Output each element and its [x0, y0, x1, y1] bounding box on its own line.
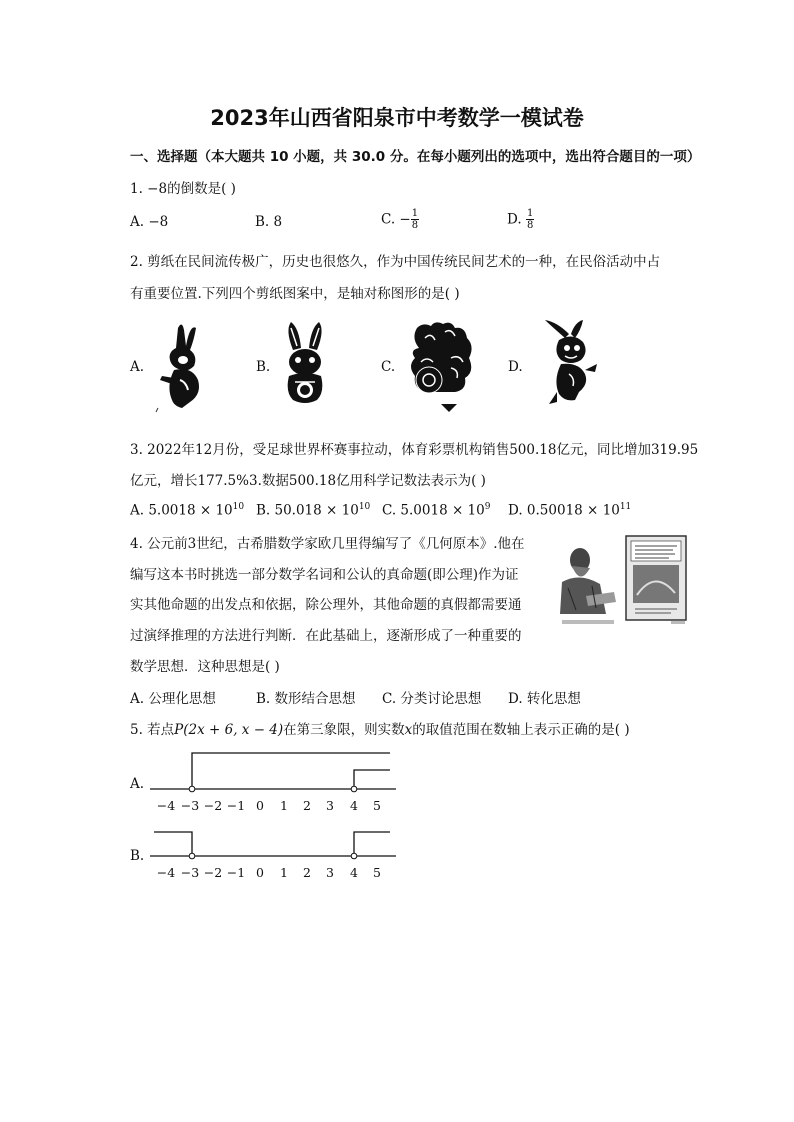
question-4-line-4: 过演绎推理的方法进行判断．在此基础上，逐渐形成了一种重要的	[130, 628, 522, 644]
question-3-option-c: C. $5.0018 \times 10^9$	[382, 502, 491, 519]
number-line-b-tick: 0	[256, 865, 264, 880]
rabbit-papercut-a-image	[152, 320, 212, 415]
number-line-b-tick: 5	[373, 865, 381, 880]
question-4-line-1: 4. 公元前3世纪，古希腊数学家欧几里得编写了《几何原本》.他在	[130, 536, 525, 552]
number-line-a	[150, 748, 400, 820]
question-2-label-c: C.	[381, 359, 396, 375]
question-2-line-1: 2. 剪纸在民间流传极广，历史也很悠久，作为中国传统民间艺术的一种，在民俗活动中占	[130, 254, 661, 270]
question-4-option-b: B. 数形结合思想	[256, 691, 356, 707]
number-line-a-tick: 0	[256, 798, 264, 813]
question-4-line-5: 数学思想．这种思想是( )	[130, 659, 280, 675]
question-5-stem: 5. 若点P(2x + 6, x − 4)在第三象限，则实数x的取值范围在数轴上表示正确的是( )	[130, 722, 630, 738]
euclid-portrait-image	[556, 538, 620, 630]
question-2-label-a: A.	[130, 359, 145, 375]
number-line-b-tick: 2	[303, 865, 311, 880]
question-5-label-b: B.	[130, 848, 145, 864]
rabbit-papercut-b-image	[275, 320, 335, 412]
question-3-line-1: 3. 2022年12月份，受足球世界杯赛事拉动，体育彩票机构销售500.18亿元，同比增加319.95	[130, 442, 699, 458]
question-2-label-d: D.	[508, 359, 523, 375]
question-3-line-2: 亿元，增长177.5%3.数据500.18亿用科学记数法表示为( )	[130, 473, 486, 489]
question-4-option-c: C. 分类讨论思想	[382, 691, 482, 707]
question-3-option-b: B. $50.018 \times 10^{10}$	[256, 502, 371, 519]
question-5-label-a: A.	[130, 776, 145, 792]
number-line-a-tick: −1	[226, 798, 246, 813]
number-line-a-tick: −3	[180, 798, 200, 813]
number-line-b-tick: 1	[280, 865, 288, 880]
number-line-b-tick: −4	[156, 865, 176, 880]
question-4-option-d: D. 转化思想	[508, 691, 581, 707]
number-line-b-tick: −2	[203, 865, 223, 880]
section-heading: 一、选择题（本大题共 10 小题，共 30.0 分。在每小题列出的选项中，选出符合题目的一项）	[130, 149, 701, 165]
question-1-option-a: A. −8	[130, 214, 169, 230]
question-4-line-3: 实其他命题的出发点和依据，除公理外，其他命题的真假都需要通	[130, 597, 522, 613]
number-line-b-tick: 3	[326, 865, 334, 880]
elements-book-cover-image	[625, 535, 687, 625]
number-line-b-tick: −1	[226, 865, 246, 880]
number-line-a-tick: 3	[326, 798, 334, 813]
number-line-a-tick: 5	[373, 798, 381, 813]
number-line-b-tick: −3	[180, 865, 200, 880]
number-line-a-tick: −4	[156, 798, 176, 813]
number-line-a-tick: 2	[303, 798, 311, 813]
question-1-option-c: C. − $\frac{1}{8}$	[381, 208, 419, 231]
number-line-b	[150, 826, 400, 888]
number-line-a-tick: 4	[350, 798, 358, 813]
question-4-option-a: A. 公理化思想	[130, 691, 216, 707]
question-3-option-a: A. $5.0018 \times 10^{10}$	[130, 502, 245, 519]
rabbit-papercut-d-image	[535, 318, 605, 413]
question-2-label-b: B.	[256, 359, 271, 375]
question-1-stem: 1. −8的倒数是( )	[130, 181, 236, 197]
page-title: 2023年山西省阳泉市中考数学一模试卷	[210, 106, 584, 130]
number-line-a-tick: 1	[280, 798, 288, 813]
question-4-line-2: 编写这本书时挑选一部分数学名词和公认的真命题(即公理)作为证	[130, 567, 519, 583]
question-1-option-d: D. $\frac{1}{8}$	[507, 208, 534, 231]
number-line-a-tick: −2	[203, 798, 223, 813]
rabbit-papercut-c-image	[405, 318, 483, 414]
question-1-option-b: B. 8	[255, 214, 283, 230]
question-2-line-2: 有重要位置.下列四个剪纸图案中，是轴对称图形的是( )	[130, 286, 460, 302]
number-line-b-tick: 4	[350, 865, 358, 880]
question-3-option-d: D. $0.50018 \times 10^{11}$	[508, 502, 632, 519]
